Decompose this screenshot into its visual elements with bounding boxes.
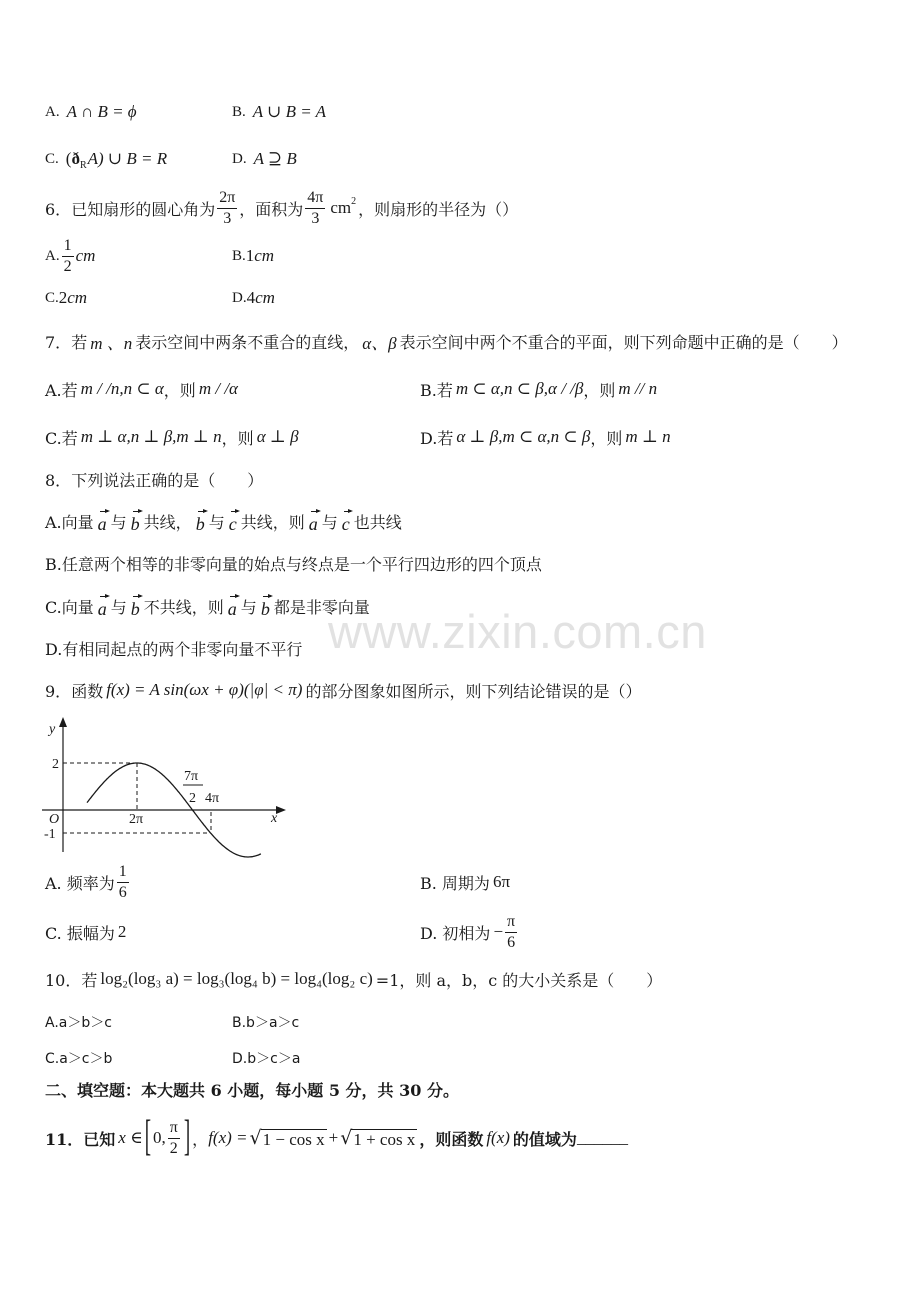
vector-c: c [229, 509, 237, 533]
vector-a: a [98, 509, 107, 533]
question-text: ，面积为 [239, 199, 304, 219]
option-expression: A ⊇ B [253, 149, 297, 168]
fraction-denominator: 6 [507, 933, 516, 951]
q10-option-b [232, 1009, 299, 1035]
q6-option-a [45, 236, 96, 275]
question-text: ，则函数 [419, 1129, 484, 1149]
vector-a: a [228, 594, 237, 618]
option-label: B. 周期为 [420, 873, 490, 893]
question-number: 8． [45, 470, 72, 490]
option-fraction [117, 863, 129, 902]
option-label: C. [45, 150, 59, 167]
option-text: D.b＞c＞a [232, 1051, 301, 1067]
watermark: www.zixin.com.cn [328, 605, 707, 658]
y-min-label: -1 [44, 827, 56, 842]
q6-option-d [232, 285, 275, 311]
option-label: D. [232, 150, 247, 167]
q6-stem [45, 188, 519, 227]
x-zero-numerator: 7π [184, 769, 199, 784]
interval-end-fraction [168, 1119, 180, 1158]
q9-stem [45, 677, 641, 703]
question-text: 下列说法正确的是（ ） [71, 470, 264, 490]
option-value: 2 [117, 922, 127, 941]
fraction-numerator: π [505, 913, 517, 933]
plus-sign: + [328, 1128, 339, 1147]
option-text: 不共线，则 [143, 597, 224, 617]
option-text: C.a＞c＞b [45, 1051, 113, 1067]
vector-b: b [131, 594, 140, 618]
option-expression: A) ∪ B = R [87, 149, 168, 168]
option-label: C. 振幅为 [45, 923, 115, 943]
option-label: A. [45, 247, 60, 264]
question-text: 已知扇形的圆心角为 [71, 199, 216, 219]
section-title [45, 1076, 459, 1102]
fraction-numerator: 1 [62, 237, 74, 257]
option-label: D. 初相为 [420, 923, 491, 943]
question-text: 若 [81, 970, 98, 990]
x-axis-label: x [271, 811, 278, 826]
area-unit-exponent: 2 [351, 195, 357, 207]
option-condition: m ⊥ α,n ⊥ β,m ⊥ n [80, 427, 222, 446]
right-bracket: ] [183, 1112, 191, 1161]
vector-a: a [98, 594, 107, 618]
question-text: 已知 [83, 1129, 116, 1149]
fraction-denominator: 6 [118, 883, 127, 901]
option-label: C.若 [45, 428, 78, 448]
option-text: 共线，则 [240, 512, 305, 532]
radical-sign: √ [249, 1127, 262, 1149]
question-number: 10． [45, 970, 82, 990]
function-lhs: f(x) = [208, 1128, 248, 1147]
q9-option-a [45, 862, 131, 901]
radical-sign: √ [340, 1127, 353, 1149]
q8-option-c [45, 593, 370, 619]
option-expression: A ∪ B = A [252, 102, 327, 121]
option-text: A.向量 [45, 512, 94, 532]
option-text: 与 [240, 597, 257, 617]
question-text: =1，则 a，b，c 的大小关系是（ ） [375, 970, 663, 990]
function-expression: f(x) = A sin(ωx + φ) [106, 680, 244, 699]
option-fraction [62, 237, 74, 276]
option-unit: cm [75, 246, 96, 265]
option-condition: α ⊥ β,m ⊂ α,n ⊂ β [456, 427, 591, 446]
option-then: ，则 [583, 380, 616, 400]
option-label: B. [232, 247, 246, 264]
fraction-denominator: 3 [311, 209, 320, 227]
interval-start: 0, [153, 1128, 166, 1147]
section-title-text: 二、填空题：本大题共 6 小题，每小题 5 分，共 30 分。 [45, 1080, 459, 1100]
option-label: B.若 [420, 380, 453, 400]
vector-b: b [261, 594, 270, 618]
q8-option-d [45, 635, 302, 661]
y-max-label: 2 [52, 757, 59, 772]
option-unit: cm [255, 288, 275, 307]
question-text: 若 [71, 332, 88, 352]
option-text: C.向量 [45, 597, 94, 617]
angle-fraction [217, 189, 237, 228]
q6-option-c [45, 285, 87, 311]
option-result: m // n [618, 379, 658, 398]
option-text: B.任意两个相等的非零向量的始点与终点是一个平行四边形的四个顶点 [45, 554, 542, 574]
option-text: 都是非零向量 [273, 597, 370, 617]
question-number: 11． [45, 1129, 84, 1149]
q8-option-a [45, 508, 402, 534]
line-symbols: m 、n [90, 333, 133, 353]
phase-condition: (|φ| < π) [243, 680, 303, 699]
option-label: C. [45, 289, 59, 306]
x-zero-denominator: 2 [189, 791, 196, 806]
option-then: ，则 [590, 428, 623, 448]
option-value: 1 [245, 246, 255, 265]
complement-subscript: R [79, 159, 87, 171]
question-number: 9． [45, 681, 72, 701]
option-result: α ⊥ β [256, 427, 299, 446]
option-value: 6π [492, 872, 511, 891]
radicand: 1 + cos x [353, 1130, 416, 1149]
option-fraction [505, 913, 517, 952]
option-then: ，则 [221, 428, 254, 448]
left-bracket: [ [144, 1112, 152, 1161]
y-axis-arrow [59, 717, 67, 727]
origin-label: O [49, 812, 60, 827]
option-text: 也共线 [353, 512, 402, 532]
q11-stem [45, 1112, 628, 1161]
option-label: A. 频率为 [45, 873, 115, 893]
x-peak-label: 2π [129, 812, 144, 827]
vector-b: b [196, 509, 205, 533]
q10-option-d [232, 1045, 300, 1071]
q6-option-b [232, 243, 274, 269]
option-text: 与 [110, 597, 127, 617]
fraction-numerator: 1 [117, 863, 129, 883]
q7-stem [45, 328, 848, 354]
complement-symbol: ð [71, 149, 80, 168]
q7-option-a [45, 376, 238, 402]
question-text: 的部分图象如图所示，则下列结论错误的是（） [305, 681, 642, 701]
fraction-denominator: 2 [169, 1139, 178, 1157]
q9-option-d [420, 912, 519, 951]
option-label: A.若 [45, 380, 78, 400]
q10-option-c [45, 1045, 112, 1071]
plane-symbols: α、β [362, 333, 397, 353]
option-condition: m ⊂ α,n ⊂ β,α / /β [455, 379, 584, 398]
question-text: 表示空间中两条不重合的直线， [135, 332, 360, 352]
vector-a: a [309, 509, 318, 533]
fraction-denominator: 3 [223, 209, 232, 227]
q5-option-c [45, 146, 167, 172]
option-label: D.若 [420, 428, 454, 448]
q9-option-c [45, 919, 126, 945]
fraction-numerator: 4π [305, 189, 325, 209]
option-text: B.b＞a＞c [232, 1015, 300, 1031]
option-expression: A ∩ B = ϕ [66, 102, 137, 121]
comma: ， [192, 1129, 209, 1149]
question-number: 6． [45, 199, 72, 219]
question-text: 函数 [71, 681, 104, 701]
option-text: D.有相同起点的两个非零向量不平行 [45, 639, 303, 659]
option-value: 4 [246, 288, 256, 307]
option-label: B. [232, 103, 246, 120]
option-text: A.a＞b＞c [45, 1015, 112, 1031]
square-root-1 [250, 1126, 327, 1150]
option-condition: m / /n,n ⊂ α [80, 379, 164, 398]
question-text: ，则扇形的半径为（） [358, 199, 519, 219]
question-text: 的值域为 [512, 1129, 577, 1149]
fraction-numerator: 2π [217, 189, 237, 209]
option-label: D. [232, 289, 247, 306]
q10-option-a [45, 1009, 112, 1035]
function-name: f(x) [486, 1128, 510, 1147]
sine-graph [30, 708, 300, 868]
option-result: m ⊥ n [625, 427, 671, 446]
q8-option-b [45, 550, 542, 576]
vector-b: b [131, 509, 140, 533]
q5-option-d [232, 146, 297, 172]
option-label: A. [45, 103, 60, 120]
q7-option-d [420, 424, 671, 450]
option-value: 2 [58, 288, 68, 307]
option-text: 与 [321, 512, 338, 532]
option-text: 共线， [143, 512, 192, 532]
option-result: m / /α [198, 379, 238, 398]
option-unit: cm [67, 288, 88, 307]
radicand: 1 − cos x [262, 1130, 325, 1149]
question-text: 表示空间中两个不重合的平面，则下列命题中正确的是（ ） [399, 332, 848, 352]
log-expression: log₂(log₃ a) = log₃(log₄ b) = log₄(log₂ c) [100, 969, 373, 988]
fraction-numerator: π [168, 1119, 180, 1139]
question-number: 7． [45, 332, 72, 352]
area-fraction [305, 189, 325, 228]
q8-stem [45, 466, 263, 492]
fraction-denominator: 2 [63, 257, 72, 275]
vector-c: c [342, 509, 350, 533]
y-axis-label: y [49, 722, 56, 737]
q9-option-b [420, 869, 510, 895]
option-text: 与 [110, 512, 127, 532]
area-unit: cm [330, 198, 352, 217]
q5-option-a [45, 99, 137, 125]
option-unit: cm [254, 246, 275, 265]
open-paren: ( [65, 149, 72, 168]
variable-expression: x ∈ [118, 1128, 143, 1147]
answer-blank: ______ [576, 1128, 628, 1147]
option-text: 与 [208, 512, 225, 532]
x-axis-arrow [276, 806, 286, 814]
option-then: ，则 [163, 380, 196, 400]
q7-option-b [420, 376, 657, 402]
q5-option-b [232, 99, 326, 125]
x-point-label: 4π [205, 791, 220, 806]
q7-option-c [45, 424, 299, 450]
minus-sign: − [493, 922, 504, 941]
q10-stem [45, 966, 662, 992]
square-root-2 [340, 1126, 417, 1150]
